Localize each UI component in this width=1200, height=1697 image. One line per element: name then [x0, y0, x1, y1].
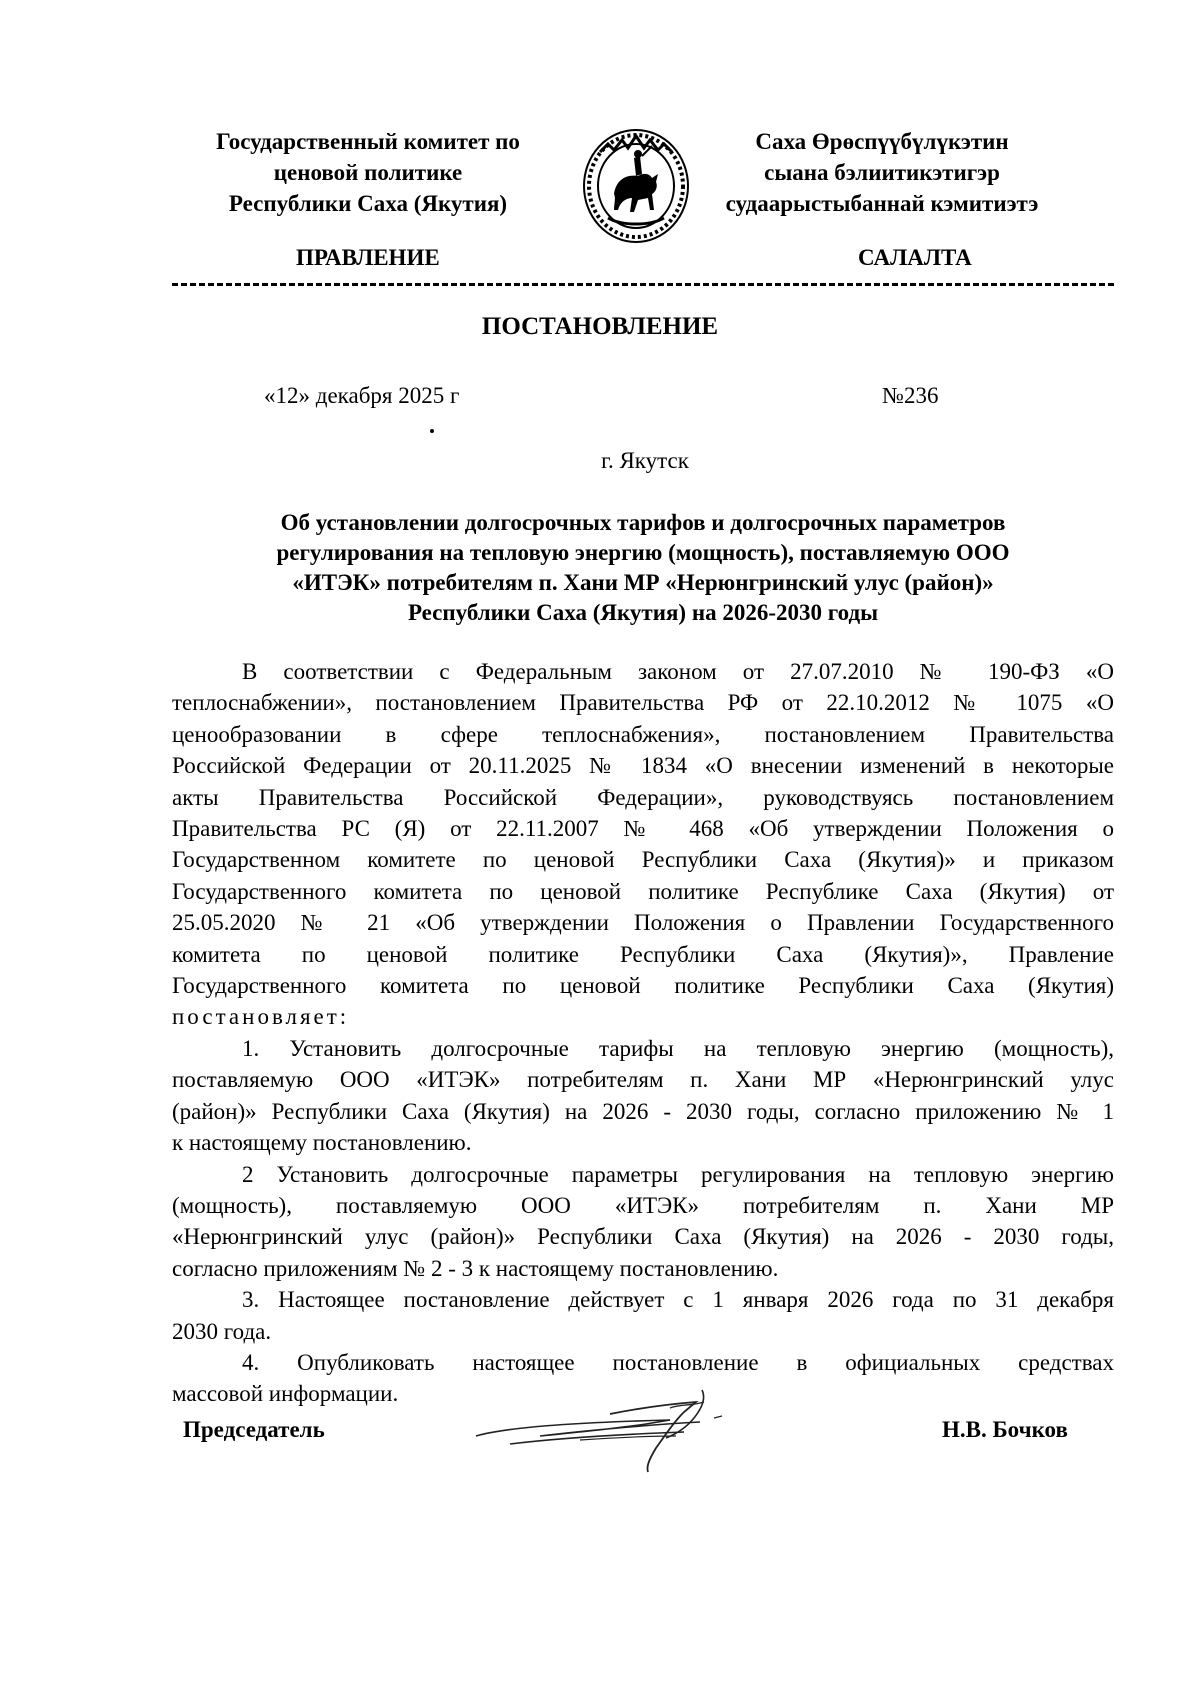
item-4-line: 4. Опубликовать настоящее постановление в официальных средствах — [242, 1349, 1114, 1375]
preamble-line: Правительства РС (Я) от 22.11.2007 № 468 «Об утверждении Положения о — [172, 816, 1114, 842]
board-label-ru: ПРАВЛЕНИЕ — [296, 245, 440, 270]
header-left-line: Государственный комитет по — [216, 129, 520, 154]
sakha-emblem-icon — [578, 122, 694, 246]
document-type: ПОСТАНОВЛЕНИЕ — [481, 313, 719, 340]
preamble-line: В соответствии с Федеральным законом от 27.07.2010 № 190-ФЗ «О — [242, 659, 1114, 684]
header-right-line: Саха Өрөспүүбүлүкэтин — [755, 129, 1009, 154]
item-3-line: 3. Настоящее постановление действует с 1 января 2026 года по 31 декабря — [242, 1287, 1114, 1313]
resolves-word: постановляет: — [172, 1004, 350, 1030]
preamble-line: акты Правительства Российской Федерации», руководствуясь постановлением — [172, 784, 1114, 810]
header-right-org — [692, 126, 1072, 219]
preamble-line: Российской Федерации от 20.11.2025 № 1834 «О внесении изменений в некоторые — [172, 753, 1114, 779]
preamble-line: теплоснабжении», постановлением Правительства РФ от 22.10.2012 № 1075 «О — [172, 690, 1114, 716]
document-date: «12» декабря 2025 г — [264, 383, 460, 408]
preamble-line: Государственном комитете по ценовой Республики Саха (Якутия)» и приказом — [172, 847, 1114, 873]
title-line: «ИТЭК» потребителям п. Хани МР «Нерюнгринский улус (район)» — [292, 570, 994, 595]
title-line: регулирования на тепловую энергию (мощность), поставляемую ООО — [276, 540, 1010, 565]
preamble-line: комитета по ценовой политике Республики Саха (Якутия)», Правление — [172, 941, 1114, 967]
item-2-line: (мощность), поставляемую ООО «ИТЭК» потребителям п. Хани МР — [172, 1192, 1114, 1218]
signatory-name: Н.В. Бочков — [942, 1417, 1068, 1442]
header-left-line: ценовой политике — [273, 160, 463, 185]
header-right-line: судаарыстыбаннай кэмитиэтэ — [725, 191, 1039, 216]
item-2-line: «Нерюнгринский улус (район)» Республики Саха (Якутия) на 2026 - 2030 годы, — [172, 1224, 1114, 1250]
item-1-line: (район)» Республики Саха (Якутия) на 2026 - 2030 годы, согласно приложению № 1 — [172, 1098, 1114, 1124]
item-1-line: поставляемую ООО «ИТЭК» потребителям п. Хани МР «Нерюнгринский улус — [172, 1067, 1114, 1093]
document-body — [172, 656, 1114, 1410]
item-2-line: 2 Установить долгосрочные параметры регулирования на тепловую энергию — [242, 1161, 1114, 1187]
preamble-line: Государственного комитета по ценовой политике Республики Саха (Якутия) — [172, 973, 1114, 999]
title-line: Об установлении долгосрочных тарифов и долгосрочных параметров — [280, 510, 1006, 535]
item-2-line: согласно приложениям № 2 - 3 к настоящему постановлению. — [172, 1255, 779, 1281]
item-4-line: массовой информации. — [172, 1381, 399, 1407]
item-1-line: к настоящему постановлению. — [172, 1130, 472, 1156]
item-3-line: 2030 года. — [172, 1318, 272, 1344]
header-left-line: Республики Саха (Якутия) — [228, 191, 508, 216]
stray-dot — [430, 429, 434, 433]
handwritten-signature — [470, 1378, 780, 1478]
title-line: Республики Саха (Якутия) на 2026-2030 годы — [407, 600, 879, 625]
preamble-line: 25.05.2020 № 21 «Об утверждении Положения о Правлении Государственного — [172, 910, 1114, 936]
signatory-position: Председатель — [183, 1417, 325, 1442]
document-city: г. Якутск — [601, 448, 689, 473]
preamble-line: ценообразовании в сфере теплоснабжения», постановлением Правительства — [172, 721, 1114, 747]
header-right-line: сыана бэлиитикэтигэр — [764, 160, 1000, 185]
preamble-line: Государственного комитета по ценовой политике Республике Саха (Якутия) от — [172, 878, 1114, 904]
board-label-sakha: САЛАЛТА — [858, 245, 972, 270]
header-divider — [172, 283, 1114, 286]
item-1-line: 1. Установить долгосрочные тарифы на тепловую энергию (мощность), — [242, 1035, 1114, 1061]
document-title — [172, 508, 1114, 628]
document-number: №236 — [882, 383, 939, 408]
header-left-org — [178, 126, 558, 219]
